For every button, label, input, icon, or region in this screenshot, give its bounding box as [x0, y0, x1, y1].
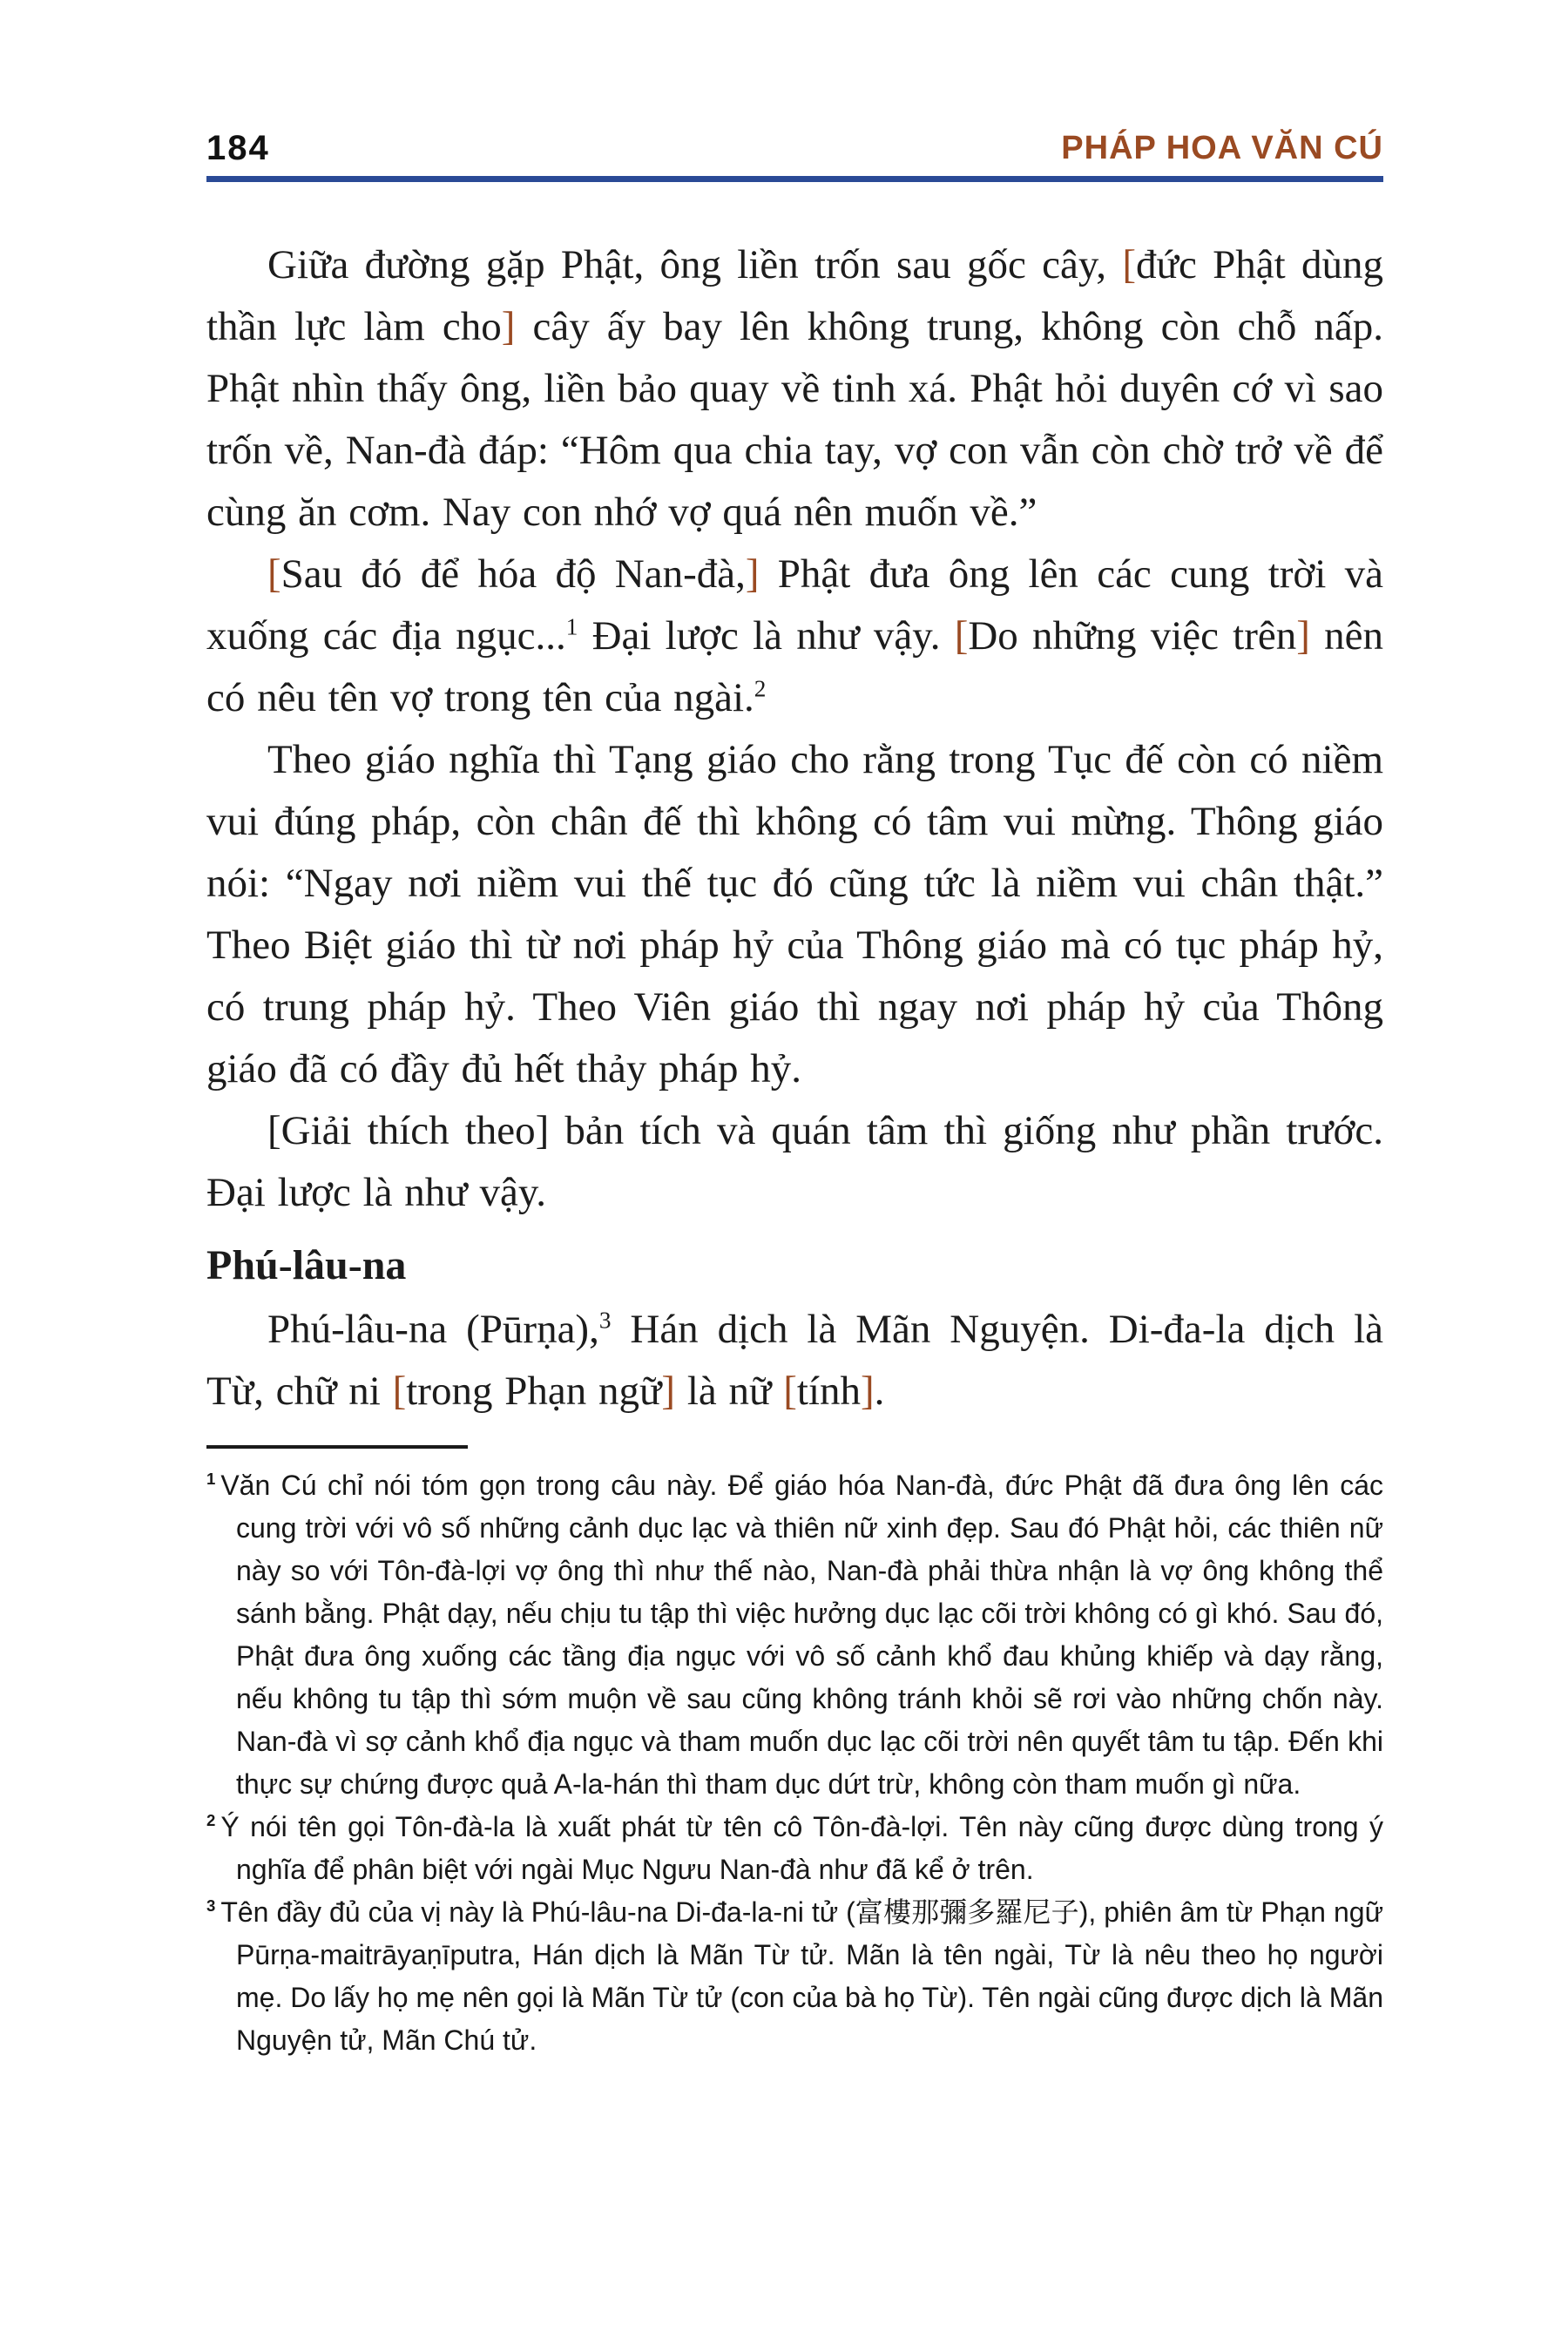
paragraph: Giữa đường gặp Phật, ông liền trốn sau gốc cây, [đức Phật dùng thần lực làm cho] cây ấy bay lên không trung, không còn chỗ nấp. Phật nhìn thấy ông, liền bảo quay về tinh xá. Phật hỏi duyên cớ vì sao trốn về, Nan-đà đáp: “Hôm qua chia tay, vợ con vẫn còn chờ trở về để cùng ăn cơm. Nay con nhớ vợ quá nên muốn về.”	[206, 242, 1384, 535]
paragraph: Theo giáo nghĩa thì Tạng giáo cho rằng trong Tục đế còn có niềm vui đúng pháp, còn chân đế thì không có tâm vui mừng. Thông giáo nói: “Ngay nơi niềm vui thế tục đó cũng tức là niềm vui chân thật.” Theo Biệt giáo thì từ nơi pháp hỷ của Thông giáo mà có tục pháp hỷ, có trung pháp hỷ. Theo Viên giáo thì ngay nơi pháp hỷ của Thông giáo đã có đầy đủ hết thảy pháp hỷ.	[206, 737, 1383, 1092]
footnote-marker: 2	[206, 1811, 216, 1830]
footnote-reference: 3	[598, 1307, 612, 1334]
footnote-marker: 3	[206, 1896, 216, 1916]
paragraphs-after-heading	[206, 1299, 1383, 1423]
running-title: PHÁP HOA VĂN CÚ	[1061, 130, 1383, 166]
footnote-reference: 1	[565, 613, 578, 640]
footnote-reference: 2	[754, 675, 767, 702]
footnote-marker: 1	[206, 1470, 216, 1489]
footnote-text: Văn Cú chỉ nói tóm gọn trong câu này. Để giáo hóa Nan-đà, đức Phật đã đưa ông lên các cung trời với vô số những cảnh dục lạc và thiên nữ xinh đẹp. Sau đó Phật hỏi, các thiên nữ này so với Tôn-đà-lợi vợ ông thì như thế nào, Nan-đà phải thừa nhận là vợ ông không thể sánh bằng. Phật dạy, nếu chịu tu tập thì việc hưởng dục lạc cõi trời không có gì khó. Sau đó, Phật đưa ông xuống các tầng địa ngục với vô số cảnh khổ đau khủng khiếp và dạy rằng, nếu không tu tập thì sớm muộn về sau cũng không tránh khỏi sẽ rơi vào những chốn này. Nan-đà vì sợ cảnh khổ địa ngục và tham muốn dục lạc cõi trời nên quyết tâm tu tập. Đến khi thực sự chứng được quả A-la-hán thì tham dục dứt trừ, không còn tham muốn gì nữa.	[220, 1470, 1383, 1800]
footnote	[206, 1806, 1383, 1891]
paragraphs-before-heading	[206, 234, 1383, 1224]
section-heading: Phú-lâu-na	[206, 1242, 407, 1288]
body-text	[206, 234, 1383, 1423]
footnote-text: Tên đầy đủ của vị này là Phú-lâu-na Di-đa-la-ni tử (富樓那彌多羅尼子), phiên âm từ Phạn ngữ Pūrṇa-maitrāyaṇīputra, Hán dịch là Mãn Từ tử. Mãn là tên ngài, Từ là nêu theo họ người mẹ. Do lấy họ mẹ nên gọi là Mãn Từ tử (con của bà họ Từ). Tên ngài cũng được dịch là Mãn Nguyện tử, Mãn Chú tử.	[220, 1896, 1383, 2056]
footnote-divider	[206, 1445, 468, 1449]
footnotes	[206, 1464, 1383, 2062]
paragraph: [Sau đó để hóa độ Nan-đà,] Phật đưa ông lên các cung trời và xuống các địa ngục...$^1$ Đại lược là như vậy. [Do những việc trên] nên có nêu tên vợ trong tên của ngài.$^2$	[206, 551, 1383, 720]
page-number: 184	[206, 129, 270, 167]
paragraph: [Giải thích theo] bản tích và quán tâm thì giống như phần trước. Đại lược là như vậy.	[206, 1108, 1383, 1215]
footnote	[206, 1464, 1383, 1806]
paragraph: Phú-lâu-na (Pūrṇa),$^3$ Hán dịch là Mãn Nguyện. Di-đa-la dịch là Từ, chữ ni [trong Phạn ngữ] là nữ [tính].	[206, 1307, 1383, 1414]
footnote-text: Ý nói tên gọi Tôn-đà-la là xuất phát từ tên cô Tôn-đà-lợi. Tên này cũng được dùng trong ý nghĩa để phân biệt với ngài Mục Ngưu Nan-đà như đã kể ở trên.	[220, 1811, 1383, 1885]
footnote	[206, 1891, 1383, 2062]
header-rule	[206, 176, 1383, 182]
page-header	[206, 129, 1383, 167]
